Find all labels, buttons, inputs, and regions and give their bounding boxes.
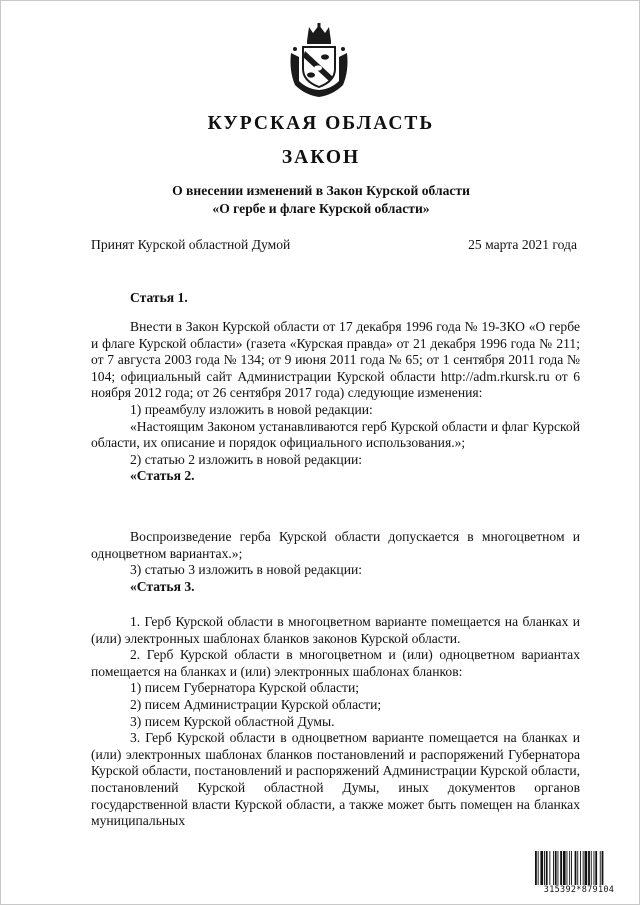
amendment-item-3: 3) статью 3 изложить в новой редакции: [130, 562, 363, 578]
barcode-bar [595, 851, 597, 885]
barcode-bar [602, 851, 604, 885]
barcode-bar [558, 851, 559, 885]
barcode-bar [588, 851, 590, 885]
subject-line-2: «О гербе и флаге Курской области» [212, 201, 430, 216]
article-3-paragraph-2-item-3: 3) писем Курской областной Думы. [130, 713, 335, 729]
barcode-bar [585, 851, 588, 885]
barcode-number: 315392*879104 [534, 885, 624, 895]
article-2-text: Воспроизведение герба Курской области допускается в многоцветном и одноцветном вариантах.»; [91, 529, 580, 561]
preamble-new-text: «Настоящим Законом устанавливаются герб Курской области и флаг Курской области, их описание и порядок официального использования.»; [91, 418, 580, 451]
barcode-bar [538, 851, 539, 885]
adoption-date: 25 марта 2021 года [468, 237, 577, 252]
amendment-item-2: 2) статью 2 изложить в новой редакции: [130, 451, 363, 467]
barcode-bar [555, 851, 557, 885]
barcode-bar [560, 851, 562, 885]
article-3-heading: «Статья 3. [130, 578, 195, 594]
article-2-heading: «Статья 2. [130, 468, 195, 484]
barcode-bar [591, 851, 592, 885]
barcode-bar [575, 851, 577, 885]
barcode-bar [544, 851, 545, 885]
barcode-bar [571, 851, 572, 885]
article-1-body [91, 319, 580, 485]
coat-of-arms-icon [287, 23, 351, 99]
barcode-bar [535, 851, 537, 885]
barcode-bar [577, 851, 578, 885]
barcode-bar [563, 851, 566, 885]
subject-line-1: О внесении изменений в Закон Курской области [172, 183, 470, 198]
article-1-heading: Статья 1. [130, 290, 188, 305]
article-3-paragraph-1: 1. Герб Курской области в многоцветном варианте помещается на бланках и (или) электронных шаблонах бланков законов Курской области. [91, 614, 580, 646]
amendment-intro: Внести в Закон Курской области от 17 декабря 1996 года № 19-ЗКО «О гербе и флаге Курской области» (газета «Курская правда» от 21 декабря 1996 года № 211; от 7 августа 2003 года № 134; от 9 июня 2011 года № 65; от 1 сентября 2011 года № 104; официальный сайт Администрации Курской области http://adm.rkursk.ru от 6 ноября 2012 года; от 26 сентября 2017 года) следующие изменения: [91, 319, 580, 401]
barcode-bar [600, 851, 601, 885]
amendment-item-1: 1) преамбулу изложить в новой редакции: [130, 401, 373, 417]
barcode-bar [567, 851, 568, 885]
barcode-bar [549, 851, 550, 885]
law-subject [1, 182, 640, 218]
barcode-bar [594, 851, 595, 885]
barcode-bar [569, 851, 570, 885]
document-type-title: ЗАКОН [281, 147, 361, 168]
article-3-paragraph-3: 3. Герб Курской области в одноцветном варианте помещается на бланках и (или) электронных шаблонах бланков постановлений и распоряжений Губернатора Курской области, постановлений и распоряжений Администрации Курской области, постановлений Курской областной Думы, иных документов органов государственной власти Курской области, а также может быть помещен на бланках муниципальных [91, 730, 580, 829]
barcode-bar [546, 851, 548, 885]
article-3-paragraph-2: 2. Герб Курской области в многоцветном и (или) одноцветном вариантах помещается на бланках и (или) электронных шаблонах бланков: [91, 647, 580, 679]
article-2-body [91, 529, 580, 595]
article-3-paragraph-2-item-1: 1) писем Губернатора Курской области; [130, 680, 360, 696]
article-3-body [91, 614, 580, 830]
barcode-bar [580, 851, 581, 885]
barcode-bar [553, 851, 554, 885]
barcode-bar [540, 851, 543, 885]
barcode-bar [583, 851, 584, 885]
article-3-paragraph-2-item-2: 2) писем Администрации Курской области; [130, 696, 382, 712]
region-title: КУРСКАЯ ОБЛАСТЬ [207, 113, 435, 134]
adopted-by: Принят Курской областной Думой [91, 237, 291, 252]
